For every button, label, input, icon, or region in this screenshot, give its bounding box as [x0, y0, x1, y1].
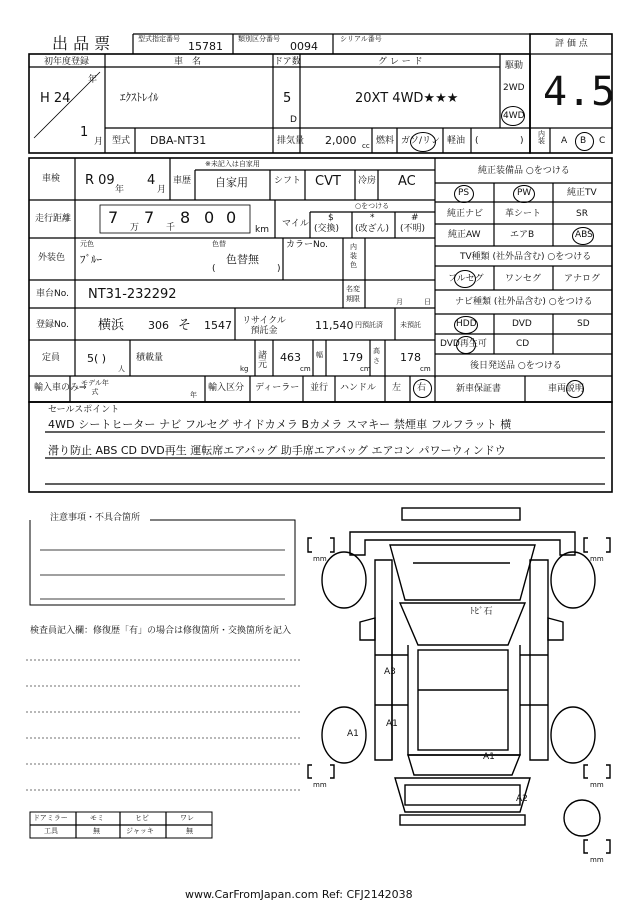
tamper-txt: (改ざん): [355, 224, 390, 234]
dim-label: 諸元: [258, 351, 268, 370]
recycle-label: リサイクル預託金: [242, 316, 286, 336]
car-name-label: 車 名: [174, 57, 202, 67]
mileage-digit-2: 7: [144, 208, 155, 227]
year-unit: 年: [88, 75, 98, 85]
import-class-label: 輸入区分: [208, 383, 245, 393]
navi-cd: CD: [516, 339, 530, 349]
mm-spare: mm: [590, 856, 604, 864]
disp-label: 排気量: [277, 136, 305, 146]
mark-a2: A2: [516, 794, 528, 804]
acc-jack: ジャッキ: [126, 827, 154, 835]
form-no: 15781: [188, 40, 223, 53]
equip-abs: ABS: [575, 230, 593, 240]
interior-c: C: [599, 136, 606, 146]
model: DBA-NT31: [150, 134, 207, 147]
month: 1: [80, 125, 89, 140]
paren-close: ): [520, 136, 524, 146]
era-year: H 24: [40, 91, 71, 106]
mileage-unit-man: 万: [130, 223, 140, 233]
fuel-options: ガソ/リン: [401, 136, 441, 146]
repaint: 色替無: [226, 253, 259, 266]
left: 左: [392, 383, 402, 393]
inspection-label: 車検: [42, 174, 61, 184]
mark-stone: ﾄﾋﾞ石: [470, 607, 493, 617]
sales-line1: 4WD シートヒーター ナビ フルセグ サイドカメラ Bカメラ スマキー 禁煙車 フルフラット 横: [48, 418, 512, 431]
reg-kana: そ: [178, 318, 192, 333]
chassis-label: 車台No.: [36, 289, 69, 299]
acc-tools: 工具: [44, 827, 58, 835]
navi-label: ナビ種類 (社外品含む) ○をつける: [455, 297, 593, 307]
orig-color-label: 元色: [80, 240, 94, 248]
equip-sr: SR: [576, 209, 588, 219]
repaint-paren-open: (: [212, 264, 216, 274]
mm-rear-left: mm: [313, 781, 327, 789]
tamper-sym: *: [370, 213, 375, 223]
wid: 179: [342, 351, 363, 364]
exchange-txt: (交換): [314, 224, 340, 234]
door-type: D: [290, 115, 297, 125]
grade-label: グ レ ー ド: [378, 57, 423, 67]
dealer: ディーラー: [255, 383, 300, 393]
equip-ps: PS: [458, 188, 470, 198]
inspection-month-unit: 月: [157, 185, 167, 195]
post-label: 後日発送品 ○をつける: [470, 361, 562, 371]
equip-pw-circle: [513, 185, 535, 203]
acc-mirror: ドアミラー: [33, 814, 68, 822]
score: 4.5: [543, 69, 616, 115]
mm-front-left: mm: [313, 555, 327, 563]
mark-a1-rear: A1: [483, 752, 495, 762]
drive-4wd: 4WD: [503, 111, 525, 121]
reg-class: 306: [148, 319, 169, 332]
history: 自家用: [215, 176, 248, 189]
equip-pw: PW: [517, 188, 532, 198]
hei-label: 高さ: [373, 347, 380, 365]
ac-label: 冷房: [358, 176, 377, 186]
capacity-unit: 人: [118, 365, 125, 373]
drive-2wd: 2WD: [503, 83, 525, 93]
navi-dvd-play: DVD再生可: [440, 339, 487, 349]
name-period-day: 日: [424, 298, 431, 306]
capacity: 5( ): [87, 352, 107, 365]
disp-unit: cc: [362, 142, 370, 150]
equip-ps-circle: [454, 185, 474, 203]
acc-ware: ワレ: [180, 814, 194, 822]
color-no-label: カラーNo.: [286, 240, 328, 250]
history-label: 車歴: [173, 176, 192, 186]
handle-label: ハンドル: [340, 383, 377, 393]
doors-label: ドア数: [274, 57, 301, 67]
footer-ref: www.CarFromJapan.com Ref: CFJ2142038: [185, 888, 413, 901]
right-circle: [413, 379, 432, 398]
reg-label: 登録No.: [36, 320, 69, 330]
post-warranty: 新車保証書: [456, 384, 502, 394]
interior-color-label: 内装色: [350, 243, 357, 269]
car-name: ｴｸｽﾄﾚｲﾙ: [120, 91, 159, 104]
serial-label: シリアル番号: [340, 35, 382, 43]
acc-jack-val: 無: [186, 827, 193, 835]
mileage-digit-5: 0: [226, 208, 237, 227]
shift: CVT: [315, 174, 341, 189]
post-manual: 車両説明: [548, 384, 585, 394]
drive-label: 駆動: [505, 61, 524, 71]
form-title: 出 品 票: [52, 34, 111, 53]
hei-unit: cm: [420, 365, 431, 373]
recycle: 11,540: [315, 319, 354, 332]
mm-rear-right: mm: [590, 781, 604, 789]
mileage-label: 走行距離: [35, 214, 72, 224]
score-label: 評 価 点: [555, 39, 588, 49]
orig-color: ﾌﾞﾙｰ: [80, 253, 102, 266]
sales-label: セールスポイント: [48, 405, 120, 415]
wid-label: 幅: [316, 351, 323, 359]
first-reg-label: 初年度登録: [44, 57, 90, 67]
model-year-unit: 年: [190, 391, 197, 399]
len-unit: cm: [300, 365, 311, 373]
repaint-paren-close: ): [277, 264, 281, 274]
shift-label: シフト: [274, 176, 302, 186]
interior-a: A: [561, 136, 568, 146]
ac: AC: [398, 174, 416, 189]
inspection-month: 4: [147, 173, 156, 188]
load-label: 積載量: [136, 353, 164, 363]
equip-airbag: エアB: [510, 230, 535, 240]
history-note: ※未記入は自家用: [205, 160, 260, 168]
mileage-unit: km: [255, 225, 269, 235]
tv-oneseg: ワンセグ: [505, 274, 542, 284]
class-no-label: 類別区分番号: [238, 35, 280, 43]
std-equip-label: 純正装備品 ○をつける: [478, 166, 570, 176]
unknown-sym: #: [411, 213, 419, 223]
post-manual-circle: [566, 380, 584, 398]
navi-hdd: HDD: [456, 319, 477, 329]
equip-navi: 純正ナビ: [447, 209, 484, 219]
load-unit: kg: [240, 365, 249, 373]
grade: 20XT 4WD★★★: [355, 91, 459, 106]
reg-area: 横浜: [98, 318, 125, 333]
acc-tools-val: 無: [93, 827, 100, 835]
import-label: 輸入車のみ⇒: [34, 383, 87, 393]
circle-note: ○をつける: [355, 202, 390, 210]
acc-momi: モミ: [90, 814, 104, 822]
mileage-digit-3: 8: [180, 208, 191, 227]
capacity-label: 定員: [42, 353, 61, 363]
fuel-label: 燃料: [376, 136, 395, 146]
hei: 178: [400, 351, 421, 364]
mileage-unit-sen: 千: [166, 223, 176, 233]
interior-label: 内装: [538, 130, 545, 145]
inspection-era: R 09: [85, 173, 115, 188]
disp: 2,000: [325, 134, 357, 147]
fuel-circle: [410, 132, 436, 152]
equip-tv: 純正TV: [567, 188, 597, 198]
mark-a1-left-door: A1: [386, 719, 398, 729]
chassis: NT31-232292: [88, 287, 177, 302]
navi-sd: SD: [577, 319, 590, 329]
caution-label: 注意事項・不具合箇所: [50, 513, 141, 523]
mileage-mile: マイル: [282, 219, 309, 229]
paren-open: (: [475, 136, 479, 146]
interior-b: B: [580, 136, 587, 146]
repaint-label: 色替: [212, 240, 226, 248]
recycle-unpaid: 未預託: [400, 321, 421, 329]
wid-unit: cm: [360, 365, 371, 373]
inspector-label: 検査員記入欄：修復歴「有」の場合は修復箇所・交換箇所を記入: [30, 626, 292, 636]
color-label: 外装色: [38, 253, 66, 263]
reg-num: 1547: [204, 319, 232, 332]
mm-front-right: mm: [590, 555, 604, 563]
unknown-txt: (不明): [400, 224, 426, 234]
tv-label: TV種類 (社外品含む) ○をつける: [460, 252, 592, 262]
name-period-month: 月: [396, 298, 403, 306]
tv-fullseg-circle: [454, 270, 476, 288]
tv-analog: アナログ: [564, 274, 601, 284]
class-no: 0094: [290, 40, 318, 53]
light-oil-label: 軽油: [447, 136, 466, 146]
name-period-label: 名変期限: [346, 285, 360, 303]
model-year-label: モデル年式: [81, 379, 109, 396]
model-label: 型式: [112, 136, 131, 146]
len: 463: [280, 351, 301, 364]
mark-a3: A3: [384, 667, 396, 677]
tv-fullseg: フルセグ: [448, 274, 484, 284]
mileage-digit-1: 7: [108, 208, 119, 227]
recycle-unit: 円預託済: [355, 321, 383, 329]
sales-line2: 滑り防止 ABS CD DVD再生 運転席エアバッグ 助手席エアバッグ エアコン パワーウィンドウ: [48, 444, 506, 457]
acc-hibi: ヒビ: [135, 814, 149, 822]
navi-dvd: DVD: [512, 319, 532, 329]
mileage-digit-4: 0: [204, 208, 215, 227]
inspection-year-unit: 年: [115, 185, 125, 195]
drive-4wd-circle: [501, 106, 525, 126]
parallel: 並行: [310, 383, 329, 393]
month-unit: 月: [94, 137, 104, 147]
navi-hdd-circle: [454, 316, 478, 334]
mark-a1-left-tire: A1: [347, 729, 359, 739]
doors: 5: [283, 91, 292, 106]
equip-leather: 革シート: [505, 209, 542, 219]
interior-b-circle: [575, 132, 594, 151]
exchange-sym: $: [328, 213, 334, 223]
car-diagram: [308, 508, 610, 853]
form-no-label: 型式指定番号: [138, 35, 180, 43]
equip-abs-circle: [572, 227, 594, 245]
equip-aw: 純正AW: [448, 230, 481, 240]
right: 右: [417, 383, 427, 393]
navi-dvd-play-circle: [456, 336, 476, 354]
